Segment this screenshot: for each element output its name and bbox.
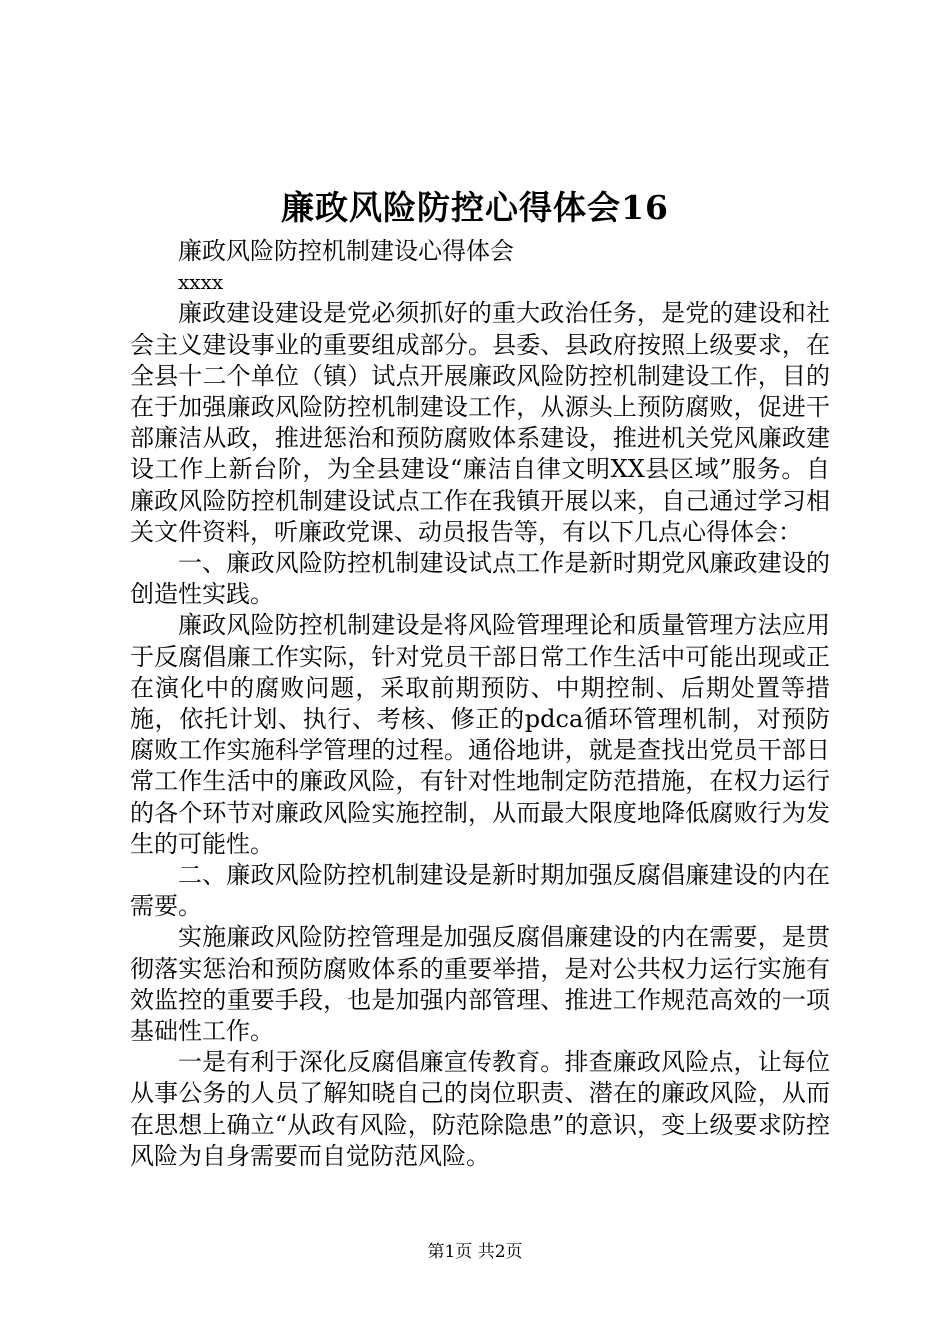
document-body [130,236,830,1172]
paragraph: 一是有利于深化反腐倡廉宣传教育。排查廉政风险点，让每位从事公务的人员了解知晓自己的岗位职责、潜在的廉政风险，从而在思想上确立“从政有风险，防范除隐患”的意识，变上级要求防控风险为自身需要而自觉防范风险。 [130,1048,830,1170]
document-author: xxxx [178,270,224,295]
paragraph: 廉政风险防控机制建设是将风险管理理论和质量管理方法应用于反腐倡廉工作实际，针对党员干部日常工作生活中可能出现或正在演化中的腐败问题，采取前期预防、中期控制、后期处置等措施，依托计划、执行、考核、修正的pdca循环管理机制，对预防腐败工作实施科学管理的过程。通俗地讲，就是查找出党员干部日常工作生活中的廉政风险，有针对性地制定防范措施，在权力运行的各个环节对廉政风险实施控制，从而最大限度地降低腐败行为发生的可能性。 [130,611,830,858]
page-number-footer: 第1页 共2页 [427,1242,523,1262]
page-title: 廉政风险防控心得体会16 [281,188,669,227]
paragraph: 实施廉政风险防控管理是加强反腐倡廉建设的内在需要，是贯彻落实惩治和预防腐败体系的重要举措，是对公共权力运行实施有效监控的重要手段，也是加强内部管理、推进工作规范高效的一项基础性工作。 [130,923,830,1046]
section-heading: 二、廉政风险防控机制建设是新时期加强反腐倡廉建设的内在需要。 [130,861,830,921]
section-heading: 一、廉政风险防控机制建设试点工作是新时期党风廉政建设的创造性实践。 [130,549,830,609]
paragraph: 廉政建设建设是党必须抓好的重大政治任务，是党的建设和社会主义建设事业的重要组成部分。县委、县政府按照上级要求，在全县十二个单位（镇）试点开展廉政风险防控机制建设工作，目的在于加强廉政风险防控机制建设工作，从源头上预防腐败，促进干部廉洁从政，推进惩治和预防腐败体系建设，推进机关党风廉政建设工作上新台阶，为全县建设“廉洁自律文明XX县区域”服务。自廉政风险防控机制建设试点工作在我镇开展以来，自己通过学习相关文件资料，听廉政党课、动员报告等，有以下几点心得体会： [130,299,830,546]
document-subtitle: 廉政风险防控机制建设心得体会 [178,237,514,265]
